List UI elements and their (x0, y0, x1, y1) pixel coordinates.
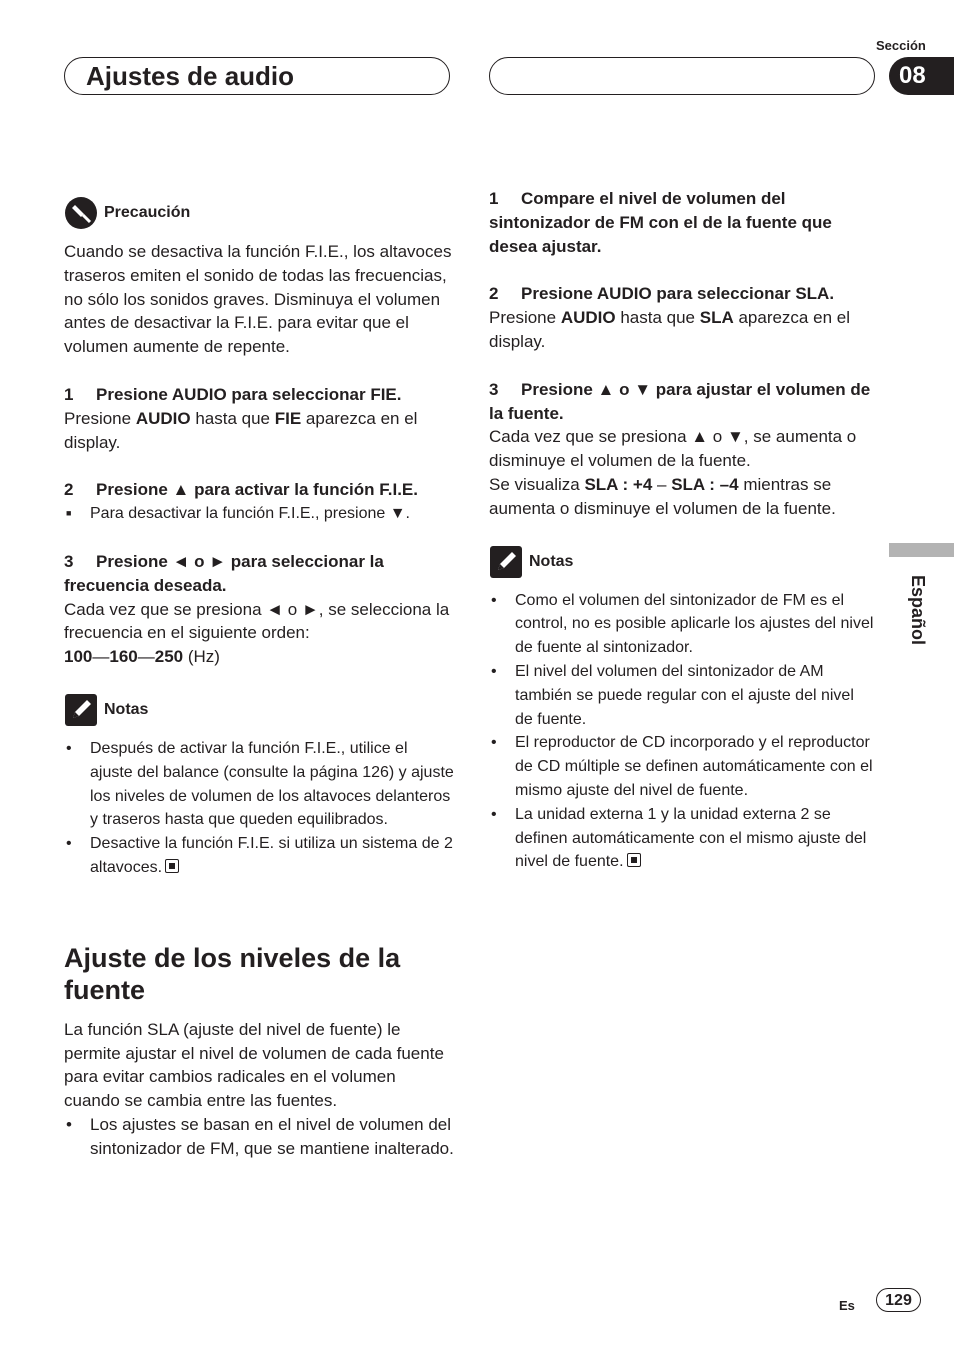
notes-list (64, 737, 454, 880)
sla-heading: Ajuste de los niveles de la fuente (64, 942, 401, 1005)
notes-label: Notas (104, 701, 149, 719)
note-pencil-icon (64, 693, 98, 727)
right-column (489, 187, 875, 874)
step-1-title: 1 Presione AUDIO para seleccionar FIE. (64, 384, 402, 404)
caution-text: Cuando se desactiva la función F.I.E., los altavoces traseros emiten el sonido de todas las frecuencias, no sólo los sonidos graves. Disminuya el volumen antes de desactivar la F.I.E. para evitar que el volumen aumente de repente. (64, 242, 452, 357)
sla-step-3-display: Se visualiza SLA : +4 – SLA : –4 mientras se aumenta o disminuye el volumen de la fuente. (489, 474, 836, 518)
step-3-title: 3 Presione ◄ o ► para seleccionar la frecuencia deseada. (64, 551, 384, 595)
list-item: • El reproductor de CD incorporado y el reproductor de CD múltiple se definen automáticamente con el mismo ajuste del nivel de fuente. (489, 731, 875, 802)
language-label: Español (908, 575, 928, 646)
step-3-text: Cada vez que se presiona ◄ o ►, se selecciona la frecuencia en el siguiente orden: (64, 599, 450, 643)
frequency-sequence: 100—160—250 (Hz) (64, 647, 220, 667)
left-column (64, 196, 454, 1161)
sla-step-1-title: 1 Compare el nivel de volumen del sintonizador de FM con el de la fuente que desea ajustar. (489, 189, 832, 256)
step-2-list (64, 502, 454, 526)
notes-list (489, 589, 875, 875)
end-mark-icon (627, 853, 641, 867)
caution-header (64, 196, 454, 230)
sla-step-2-text: Presione AUDIO hasta que SLA aparezca en el display. (489, 308, 850, 351)
list-item: • Como el volumen del sintonizador de FM es el control, no es posible aplicarle los ajustes del nivel de fuente al sintonizador. (489, 589, 875, 660)
end-mark-icon (165, 859, 179, 873)
section-number-badge: 08 (889, 57, 954, 95)
caution-label: Precaución (104, 204, 191, 222)
step-1-text: Presione AUDIO hasta que FIE aparezca en el display. (64, 408, 418, 452)
sla-step-3-title: 3 Presione ▲ o ▼ para ajustar el volumen de la fuente. (489, 379, 871, 423)
page-title: Ajustes de audio (86, 61, 295, 91)
caution-icon (64, 196, 98, 230)
notes-header (64, 693, 454, 727)
page-number: 129 (876, 1288, 921, 1312)
list-item: • Los ajustes se basan en el nivel de volumen del sintonizador de FM, que se mantiene inalterado. (64, 1113, 454, 1161)
note-pencil-icon (489, 545, 523, 579)
header-frame-right (489, 57, 875, 95)
language-code: Es (839, 1298, 855, 1313)
list-item: • El nivel del volumen del sintonizador de AM también se puede regular con el ajuste del nivel de fuente. (489, 660, 875, 731)
notes-header (489, 545, 875, 579)
sla-intro: La función SLA (ajuste del nivel de fuente) le permite ajustar el nivel de volumen de cada fuente para evitar cambios radicales en el volumen cuando se cambia entre las fuentes. (64, 1019, 444, 1111)
language-tab-marker (889, 543, 954, 557)
sla-list (64, 1113, 454, 1161)
sla-step-2-title: 2 Presione AUDIO para seleccionar SLA. (489, 284, 835, 304)
list-item: • La unidad externa 1 y la unidad externa 2 se definen automáticamente con el mismo ajuste del nivel de fuente. (489, 803, 875, 874)
list-item: • Desactive la función F.I.E. si utiliza un sistema de 2 altavoces. (64, 832, 454, 880)
list-item: ■ Para desactivar la función F.I.E., presione ▼. (64, 502, 454, 526)
step-2-title: 2 Presione ▲ para activar la función F.I.E. (64, 480, 418, 500)
section-label: Sección (876, 38, 926, 53)
sla-step-3-text: Cada vez que se presiona ▲ o ▼, se aumenta o disminuye el volumen de la fuente. (489, 427, 857, 471)
list-item: • Después de activar la función F.I.E., utilice el ajuste del balance (consulte la página 126) y ajuste los niveles de volumen de los altavoces delanteros y traseros hasta que queden equilibrados. (64, 737, 454, 832)
notes-label: Notas (529, 552, 574, 570)
